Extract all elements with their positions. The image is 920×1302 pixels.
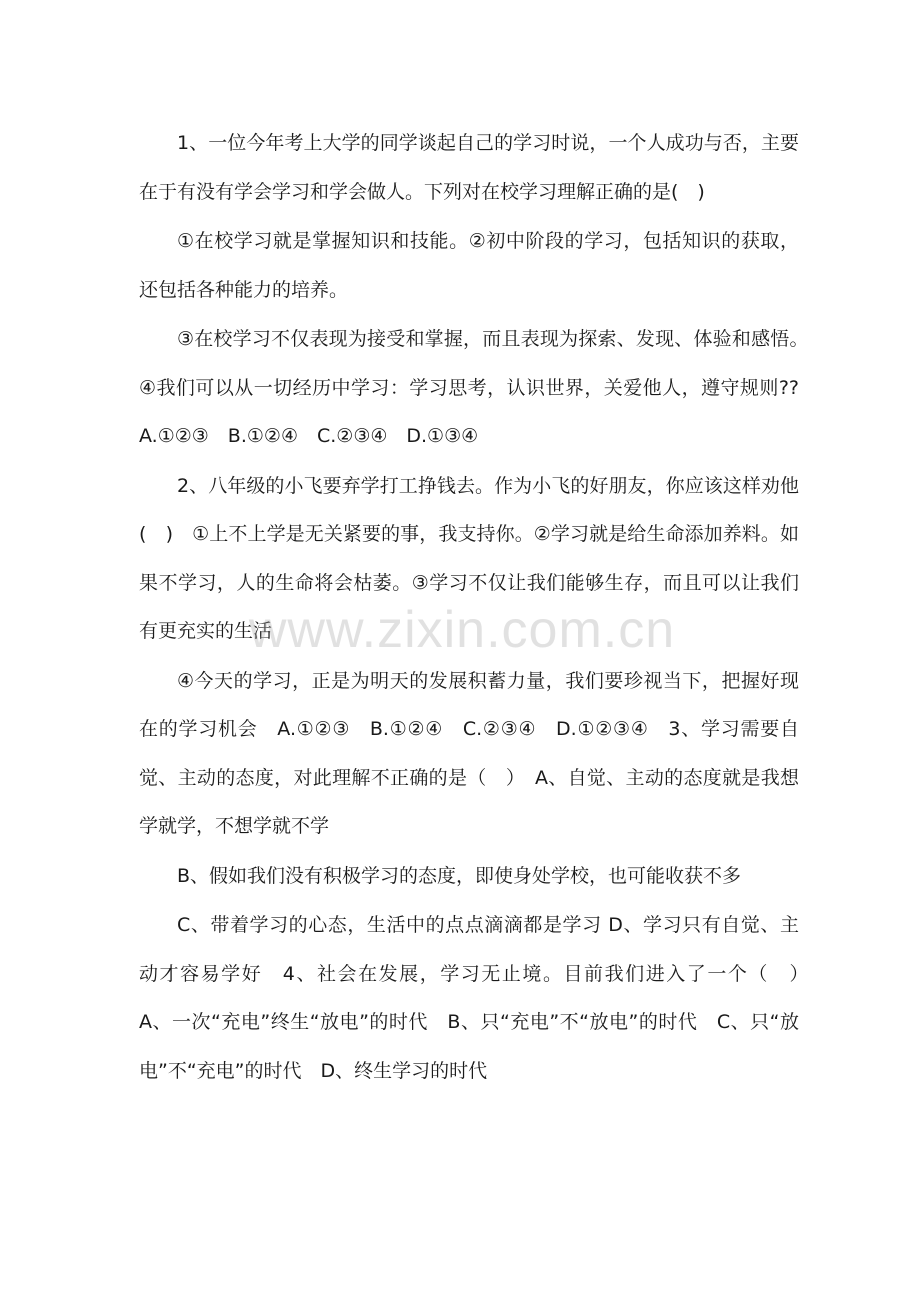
question-1-stem: 1、一位今年考上大学的同学谈起自己的学习时说，一个人成功与否，主要在于有没有学会学习和学会做人。下列对在校学习理解正确的是( ) [139, 132, 799, 203]
question-2-stem: 2、八年级的小飞要弃学打工挣钱去。作为小飞的好朋友，你应该这样劝他( ) ①上不上学是无关紧要的事，我支持你。②学习就是给生命添加养料。如果不学习，人的生命将会枯萎。③学习不仅让我们能够生存，而且可以让我们有更充实的生活 [139, 474, 799, 642]
watermark: www.zixin.com.cn [248, 601, 676, 659]
document-body [139, 119, 819, 1096]
question-1-statements-1-2: ①在校学习就是掌握知识和技能。②初中阶段的学习，包括知识的获取，还包括各种能力的培养。 [139, 230, 799, 301]
question-3-options-question-4: C、带着学习的心态，生活中的点点滴滴都是学习 D、学习只有自觉、主动才容易学好 4、社会在发展，学习无止境。目前我们进入了一个（ ） A、一次“充电”终生“放电”的时代 B、只“充电”不“放电”的时代 C、只“放电”不“充电”的时代 D、终生学习的时代 [139, 914, 819, 1082]
question-2-options-question-3: ④今天的学习，正是为明天的发展积蓄力量，我们要珍视当下，把握好现在的学习机会 A.①②③ B.①②④ C.②③④ D.①②③④ 3、学习需要自觉、主动的态度，对此理解不正确的是（ ） A、自觉、主动的态度就是我想学就学，不想学就不学 [139, 669, 799, 837]
question-3-option-b: B、假如我们没有积极学习的态度，即使身处学校，也可能收获不多 [177, 864, 742, 887]
question-1-statements-3-4-options: ③在校学习不仅表现为接受和掌握，而且表现为探索、发现、体验和感悟。 ④我们可以从一切经历中学习：学习思考，认识世界，关爱他人，遵守规则?? A.①②③ B.①②④ C.②③④ D.①③④ [139, 328, 819, 447]
